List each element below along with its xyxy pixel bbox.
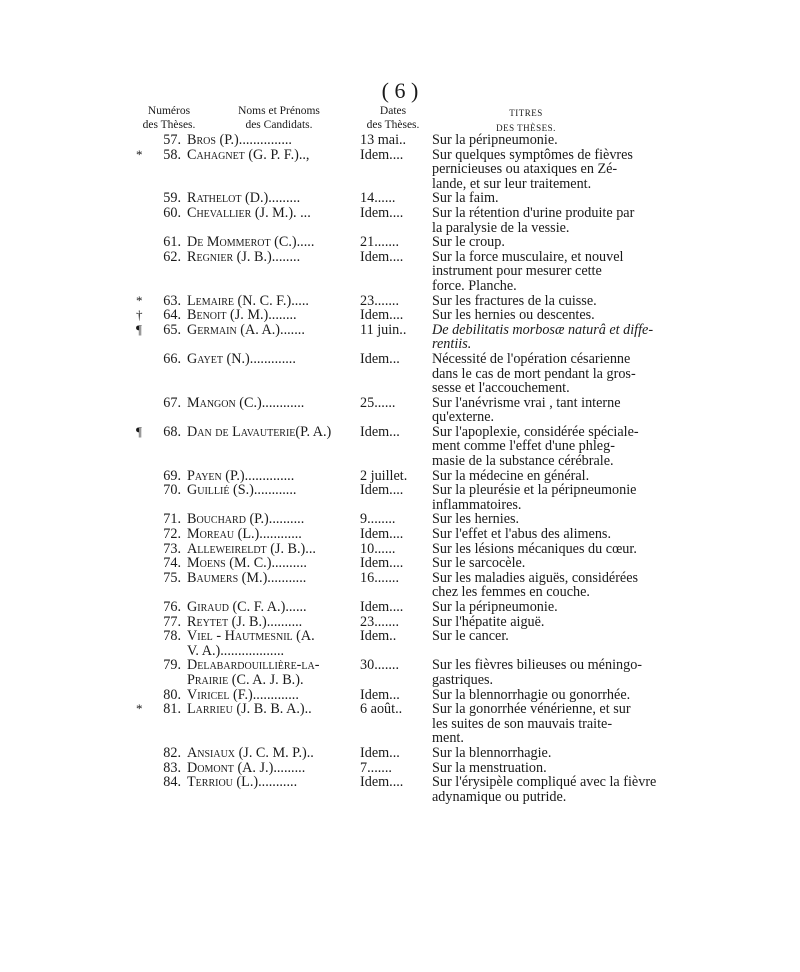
entry-title-line: Sur la menstruation. <box>432 759 547 776</box>
thesis-entry <box>0 250 800 294</box>
thesis-entry <box>0 308 800 323</box>
entry-title <box>432 323 664 352</box>
entry-number: 68. <box>163 423 181 440</box>
entry-title <box>432 542 664 557</box>
entry-title-line: Sur les hernies. <box>432 511 520 528</box>
entry-title-line: Sur la rétention d'urine produite par <box>432 204 635 221</box>
entry-number: 63. <box>163 292 181 309</box>
entry-title <box>432 469 664 484</box>
entry-date: Idem.. <box>360 628 397 645</box>
entry-date: Idem.... <box>360 774 404 791</box>
header-numeros-line1: Numéros <box>147 105 191 117</box>
header-titres-line2: DES THÈSES. <box>496 123 556 133</box>
entry-number: 79. <box>163 657 181 674</box>
thesis-entry <box>0 761 800 776</box>
entry-title-line: les suites de son mauvais traite- <box>432 715 613 732</box>
entry-title-line: chez les femmes en couche. <box>432 584 590 601</box>
entry-title-line: Sur l'apoplexie, considérée spéciale- <box>432 423 639 440</box>
entry-title <box>432 702 664 746</box>
entry-title-line: Sur la force musculaire, et nouvel <box>432 248 624 265</box>
entry-title-line: Sur la pleurésie et la péripneumonie <box>432 482 637 499</box>
entry-date: 2 juillet. <box>360 467 408 484</box>
entry-number: 78. <box>163 628 181 645</box>
entry-number: 83. <box>163 759 181 776</box>
entry-candidate-name: Terriou (L.)........... <box>187 774 298 791</box>
entry-number: 61. <box>163 234 181 251</box>
entry-number: 60. <box>163 204 181 221</box>
entry-candidate-name: Mangon (C.)............ <box>187 394 305 411</box>
entry-title <box>432 556 664 571</box>
entry-title-line: Sur l'hépatite aiguë. <box>432 613 545 630</box>
entry-number: 76. <box>163 599 181 615</box>
entry-candidate-name: Larrieu (J. B. B. A.).. <box>187 701 312 718</box>
entry-title-line: Sur l'érysipèle compliqué avec la fièvre <box>432 774 657 791</box>
entry-date: Idem.... <box>360 526 404 543</box>
entry-title-line: Sur la blennorrhagie ou gonorrhée. <box>432 686 631 703</box>
entry-number: 59. <box>163 190 181 207</box>
thesis-entry <box>0 425 800 469</box>
thesis-entry <box>0 688 800 703</box>
entry-title-line: ment comme l'effet d'une phleg- <box>432 438 615 455</box>
entry-number: 74. <box>163 555 181 572</box>
entry-number: 69. <box>163 467 181 484</box>
entry-title <box>432 615 664 630</box>
thesis-entry <box>0 658 800 687</box>
thesis-entry <box>0 615 800 630</box>
page-number: ( 6 ) <box>381 78 419 103</box>
entry-date: 9........ <box>360 511 396 528</box>
entry-number: 77. <box>163 613 181 630</box>
header-dates-line2: des Thèses. <box>366 119 420 131</box>
entry-title-line: gastriques. <box>432 671 494 688</box>
entry-title-line: Sur les lésions mécaniques du cœur. <box>432 540 637 557</box>
entry-number: 58. <box>163 146 181 163</box>
entry-title <box>432 294 664 309</box>
entry-candidate-name: Domont (A. J.)......... <box>187 759 306 776</box>
entry-title-line: Sur l'effet et l'abus des alimens. <box>432 526 611 543</box>
entry-title-line: la paralysie de la vessie. <box>432 219 570 236</box>
entry-mark: * <box>136 701 143 717</box>
entry-candidate-name: Lemaire (N. C. F.)..... <box>187 292 309 309</box>
entry-title <box>432 250 664 294</box>
thesis-entry <box>0 469 800 484</box>
thesis-entry <box>0 571 800 600</box>
entry-title-line: instrument pour mesurer cette <box>432 263 602 280</box>
entry-date: Idem... <box>360 350 400 367</box>
thesis-entry <box>0 600 800 615</box>
entry-date: 25...... <box>360 394 396 411</box>
thesis-entry <box>0 629 800 658</box>
entry-title-line: Nécessité de l'opération césarienne <box>432 350 631 367</box>
entry-title-line: force. Planche. <box>432 277 517 294</box>
entry-candidate-name: De Mommerot (C.)..... <box>187 234 315 251</box>
entry-number: 67. <box>163 394 181 411</box>
thesis-entry <box>0 294 800 309</box>
thesis-entry <box>0 702 800 746</box>
entry-candidate-name: Delabardouillière-la- Prairie (C. A. J. B.). <box>187 657 320 688</box>
entry-title-line: Sur les fractures de la cuisse. <box>432 292 597 309</box>
entry-candidate-name: Alleweireldt (J. B.)... <box>187 540 316 557</box>
entry-date: 7....... <box>360 759 392 776</box>
entry-title-line: Sur les maladies aiguës, considérées <box>432 569 639 586</box>
entry-title <box>432 571 664 600</box>
entry-date: Idem.... <box>360 248 404 265</box>
header-titres-line1: TITRES <box>509 108 543 118</box>
entry-mark: ¶ <box>136 423 142 439</box>
entry-title <box>432 512 664 527</box>
entry-mark: † <box>136 307 143 323</box>
thesis-entry <box>0 542 800 557</box>
thesis-entry <box>0 775 800 804</box>
header-noms <box>214 104 344 132</box>
entry-date: 10...... <box>360 540 396 557</box>
entry-number: 75. <box>163 569 181 586</box>
entry-title-line: Sur le cancer. <box>432 628 509 645</box>
thesis-entry <box>0 512 800 527</box>
thesis-entry <box>0 352 800 396</box>
entry-title-line: Sur les fièvres bilieuses ou méningo- <box>432 657 643 674</box>
entry-number: 80. <box>163 686 181 703</box>
entry-title-line <box>432 644 664 659</box>
thesis-entry <box>0 323 800 352</box>
entry-date: Idem.... <box>360 204 404 221</box>
entry-date: Idem... <box>360 423 400 440</box>
thesis-entry <box>0 746 800 761</box>
entry-candidate-name: Baumers (M.)........... <box>187 569 307 586</box>
entry-title-line: Sur la faim. <box>432 190 499 207</box>
entry-title-line: adynamique ou putride. <box>432 788 567 805</box>
entry-candidate-name: Bouchard (P.).......... <box>187 511 305 528</box>
thesis-entry <box>0 556 800 571</box>
entry-title-line: sesse et l'accouchement. <box>432 380 570 397</box>
thesis-entry <box>0 133 800 148</box>
entry-candidate-name: Bros (P.)............... <box>187 132 292 148</box>
entry-candidate-name: Cahagnet (G. P. F.).., <box>187 146 310 163</box>
thesis-entry <box>0 148 800 192</box>
entry-date: 23....... <box>360 292 400 309</box>
thesis-entry <box>0 191 800 206</box>
entry-title-line: Sur la péripneumonie. <box>432 599 558 615</box>
entry-number: 82. <box>163 744 181 761</box>
entry-title <box>432 425 664 469</box>
entry-title <box>432 483 664 512</box>
entry-candidate-name: Ansiaux (J. C. M. P.).. <box>187 744 314 761</box>
entry-date: Idem... <box>360 686 400 703</box>
entry-title <box>432 527 664 542</box>
entry-candidate-name: Reytet (J. B.).......... <box>187 613 303 630</box>
entry-candidate-name: Viel - Hautmesnil (A. V. A.).................. <box>187 628 315 659</box>
entry-title-line: lande, et sur leur traitement. <box>432 175 592 192</box>
entry-candidate-name: Rathelot (D.)......... <box>187 190 301 207</box>
entry-title <box>432 308 664 323</box>
thesis-entry <box>0 206 800 235</box>
entry-number: 64. <box>163 307 181 324</box>
entry-title <box>432 746 664 761</box>
entry-title-line: masie de la substance cérébrale. <box>432 453 614 470</box>
thesis-list <box>0 133 800 804</box>
entry-title <box>432 133 664 148</box>
entry-candidate-name: Chevallier (J. M.). ... <box>187 204 311 221</box>
entry-title-line: Sur la gonorrhée vénérienne, et sur <box>432 701 631 718</box>
entry-mark: ¶ <box>136 321 142 337</box>
entry-number: 84. <box>163 774 181 791</box>
entry-mark: * <box>136 292 143 308</box>
entry-number: 70. <box>163 482 181 499</box>
entry-candidate-name: Benoit (J. M.)........ <box>187 307 297 324</box>
entry-number: 71. <box>163 511 181 528</box>
entry-date: Idem... <box>360 744 400 761</box>
entry-candidate-name: Germain (A. A.)....... <box>187 321 305 338</box>
entry-number: 57. <box>163 132 181 148</box>
entry-date: 11 juin.. <box>360 321 407 338</box>
entry-title <box>432 688 664 703</box>
entry-date: Idem.... <box>360 307 404 324</box>
entry-date: 16....... <box>360 569 400 586</box>
thesis-entry <box>0 527 800 542</box>
entry-title-line: Sur le sarcocèle. <box>432 555 526 572</box>
entry-number: 65. <box>163 321 181 338</box>
header-numeros <box>134 104 204 132</box>
entry-date: 6 août.. <box>360 701 403 718</box>
entry-title-line: rentiis. <box>432 336 472 353</box>
entry-title <box>432 206 664 235</box>
thesis-entry <box>0 483 800 512</box>
entry-candidate-name: Regnier (J. B.)........ <box>187 248 301 265</box>
entry-date: Idem.... <box>360 146 404 163</box>
entry-number: 81. <box>163 701 181 718</box>
entry-date: 23....... <box>360 613 400 630</box>
entry-title-line: ment. <box>432 730 464 747</box>
entry-date: 21....... <box>360 234 400 251</box>
thesis-entry <box>0 235 800 250</box>
entry-title <box>432 629 664 658</box>
entry-title-line: inflammatoires. <box>432 496 522 513</box>
entry-date: 14...... <box>360 190 396 207</box>
entry-title-line: Sur la médecine en général. <box>432 467 590 484</box>
entry-number: 73. <box>163 540 181 557</box>
header-noms-line2: des Candidats. <box>245 119 313 131</box>
header-dates-line1: Dates <box>379 105 407 117</box>
entry-candidate-name: Giraud (C. F. A.)...... <box>187 599 307 615</box>
entry-title <box>432 658 664 687</box>
thesis-entry <box>0 396 800 425</box>
header-numeros-line2: des Thèses. <box>142 119 196 131</box>
entry-title-line: Sur le croup. <box>432 234 505 251</box>
entry-date: 30....... <box>360 657 400 674</box>
entry-title-line: dans le cas de mort pendant la gros- <box>432 365 636 382</box>
entry-date: 13 mai.. <box>360 132 407 148</box>
entry-number: 66. <box>163 350 181 367</box>
entry-title <box>432 191 664 206</box>
entry-candidate-name: Payen (P.).............. <box>187 467 295 484</box>
entry-title-line: De debilitatis morbosæ naturâ et diffe- <box>432 321 654 338</box>
header-dates <box>358 104 428 132</box>
entry-number: 62. <box>163 248 181 265</box>
entry-candidate-name: Moens (M. C.).......... <box>187 555 307 572</box>
entry-title-line: Sur les hernies ou descentes. <box>432 307 595 324</box>
entry-mark: * <box>136 146 143 162</box>
entry-title <box>432 235 664 250</box>
entry-title-line: Sur quelques symptômes de fièvres <box>432 146 633 163</box>
entry-title-line: qu'externe. <box>432 409 495 426</box>
entry-title <box>432 600 664 615</box>
entry-date: Idem.... <box>360 555 404 572</box>
entry-title-line: Sur la péripneumonie. <box>432 132 558 148</box>
entry-candidate-name: Guillié (S.)............ <box>187 482 297 499</box>
header-noms-line1: Noms et Prénoms <box>238 105 320 117</box>
entry-title-line: pernicieuses ou ataxiques en Zé- <box>432 161 618 178</box>
entry-candidate-name: Moreau (L.)............ <box>187 526 302 543</box>
entry-date: Idem.... <box>360 482 404 499</box>
entry-title <box>432 352 664 396</box>
entry-candidate-name: Viricel (F.)............. <box>187 686 299 703</box>
entry-candidate-name: Gayet (N.)............. <box>187 350 296 367</box>
entry-title-line: Sur la blennorrhagie. <box>432 744 552 761</box>
entry-number: 72. <box>163 526 181 543</box>
entry-candidate-name: Dan de Lavauterie(P. A.) <box>187 423 332 440</box>
entry-title <box>432 148 664 192</box>
entry-title <box>432 761 664 776</box>
entry-title-line: Sur l'anévrisme vrai , tant interne <box>432 394 621 411</box>
entry-title <box>432 775 664 804</box>
entry-title <box>432 396 664 425</box>
entry-date: Idem.... <box>360 599 404 615</box>
